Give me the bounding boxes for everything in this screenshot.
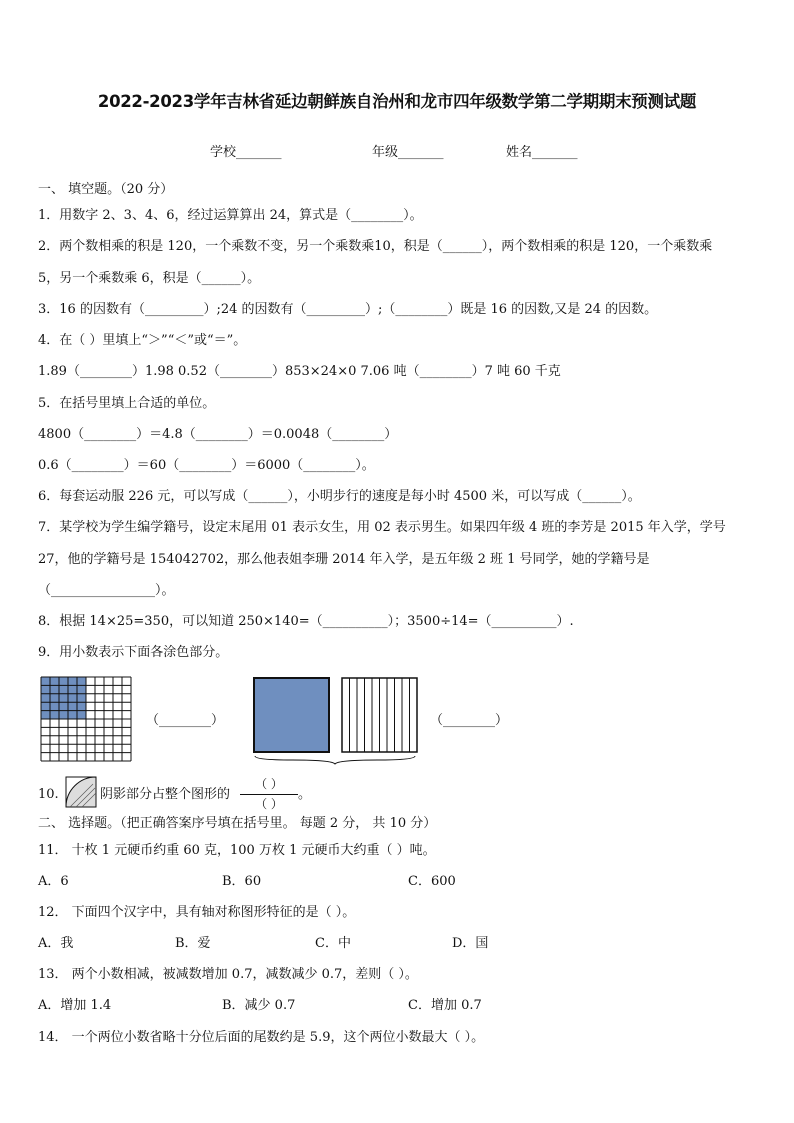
- fraction-denominator: （ ）: [255, 797, 283, 811]
- question-10-text: 阴影部分占整个图形的: [100, 787, 231, 802]
- fully-shaded-square: [254, 678, 329, 752]
- section-1-heading: 一、 填空题。（20 分）: [38, 182, 174, 197]
- q12-option-c[interactable]: C．中: [315, 936, 351, 951]
- question-7-answer-blank: （________________）。: [38, 583, 175, 598]
- question-4-items: 1.89（________）1.98 0.52（________）853×24×0 7.06 吨（________）7 吨 60 千克: [38, 364, 561, 379]
- school-blank: _______: [236, 145, 282, 160]
- question-5: 5．在括号里填上合适的单位。: [38, 396, 216, 411]
- grade-field[interactable]: [372, 141, 444, 160]
- question-9-blank-2: （________）: [430, 713, 509, 728]
- question-14: 14． 一个两位小数省略十分位后面的尾数约是 5.9，这个两位小数最大（ ）。: [38, 1030, 485, 1045]
- question-9-blank-1: （________）: [146, 713, 225, 728]
- question-11: 11． 十枚 1 元硬币约重 60 克，100 万枚 1 元硬币大约重（ ）吨。: [38, 843, 436, 858]
- section-2-heading: 二、 选择题。（把正确答案序号填在括号里。 每题 2 分， 共 10 分）: [38, 816, 437, 831]
- question-7-line-2: 27，他的学籍号是 154042702，那么他表姐李珊 2014 年入学，是五年级 2 班 1 号同学，她的学籍号是: [38, 552, 650, 567]
- q11-option-b[interactable]: B．60: [222, 874, 262, 889]
- q11-option-a[interactable]: A．6: [38, 874, 69, 889]
- question-12: 12． 下面四个汉字中，具有轴对称图形特征的是（ ）。: [38, 905, 356, 920]
- question-1: 1．用数字 2、3、4、6，经过运算算出 24，算式是（________）。: [38, 208, 423, 223]
- name-label: 姓名: [506, 145, 533, 160]
- question-10-end: 。: [298, 787, 312, 802]
- school-label: 学校: [210, 145, 237, 160]
- name-field[interactable]: [506, 141, 578, 160]
- question-7-line-1: 7．某学校为学生编学籍号，设定末尾用 01 表示女生，用 02 表示男生。如果四年级 4 班的李芳是 2015 年入学，学号: [38, 520, 726, 535]
- question-10-number: 10.: [38, 787, 59, 802]
- whole-and-tenths-figure: [252, 676, 422, 766]
- question-2-line-2: 5，另一个乘数乘 6，积是（______）。: [38, 271, 261, 286]
- name-blank: _______: [532, 145, 578, 160]
- page-title: 2022-2023学年吉林省延边朝鲜族自治州和龙市四年级数学第二学期期末预测试题: [97, 92, 697, 111]
- question-8: 8．根据 14×25=350，可以知道 250×140=（__________）；3500÷14=（__________）.: [38, 614, 574, 629]
- q12-option-d[interactable]: D．国: [452, 936, 489, 951]
- grade-label: 年级: [372, 145, 399, 160]
- q12-option-b[interactable]: B．爱: [175, 936, 211, 951]
- hundred-grid-figure: [40, 676, 132, 762]
- q13-option-b[interactable]: B．减少 0.7: [222, 998, 296, 1013]
- grade-blank: _______: [398, 145, 444, 160]
- q11-option-c[interactable]: C．600: [408, 874, 456, 889]
- question-13: 13． 两个小数相减，被减数增加 0.7，减数减少 0.7，差则（ ）。: [38, 967, 418, 982]
- grid-shaded-region: [41, 677, 86, 719]
- q12-option-a[interactable]: A．我: [38, 936, 74, 951]
- q13-option-c[interactable]: C．增加 0.7: [408, 998, 482, 1013]
- question-9: 9．用小数表示下面各涂色部分。: [38, 645, 229, 660]
- question-2-line-1: 2．两个数相乘的积是 120，一个乘数不变，另一个乘数乘10，积是（______），两个数相乘的积是 120，一个乘数乘: [38, 239, 713, 254]
- fraction-numerator: （ ）: [255, 777, 283, 791]
- question-6: 6．每套运动服 226 元，可以写成（______），小明步行的速度是每小时 4500 米，可以写成（______）。: [38, 489, 641, 504]
- question-3: 3．16 的因数有（_________）;24 的因数有（_________）;（________）既是 16 的因数,又是 24 的因数。: [38, 302, 658, 317]
- q13-option-a[interactable]: A．增加 1.4: [38, 998, 112, 1013]
- question-4: 4．在（ ）里填上“＞”“＜”或“＝”。: [38, 333, 247, 348]
- school-field[interactable]: [210, 141, 282, 160]
- question-5-row-2: 0.6（________）＝60（________）＝6000（________）。: [38, 458, 375, 473]
- question-5-row-1: 4800（________）＝4.8（________）＝0.0048（________）: [38, 427, 398, 442]
- brace: [255, 756, 415, 764]
- quarter-circle-figure: [65, 776, 97, 808]
